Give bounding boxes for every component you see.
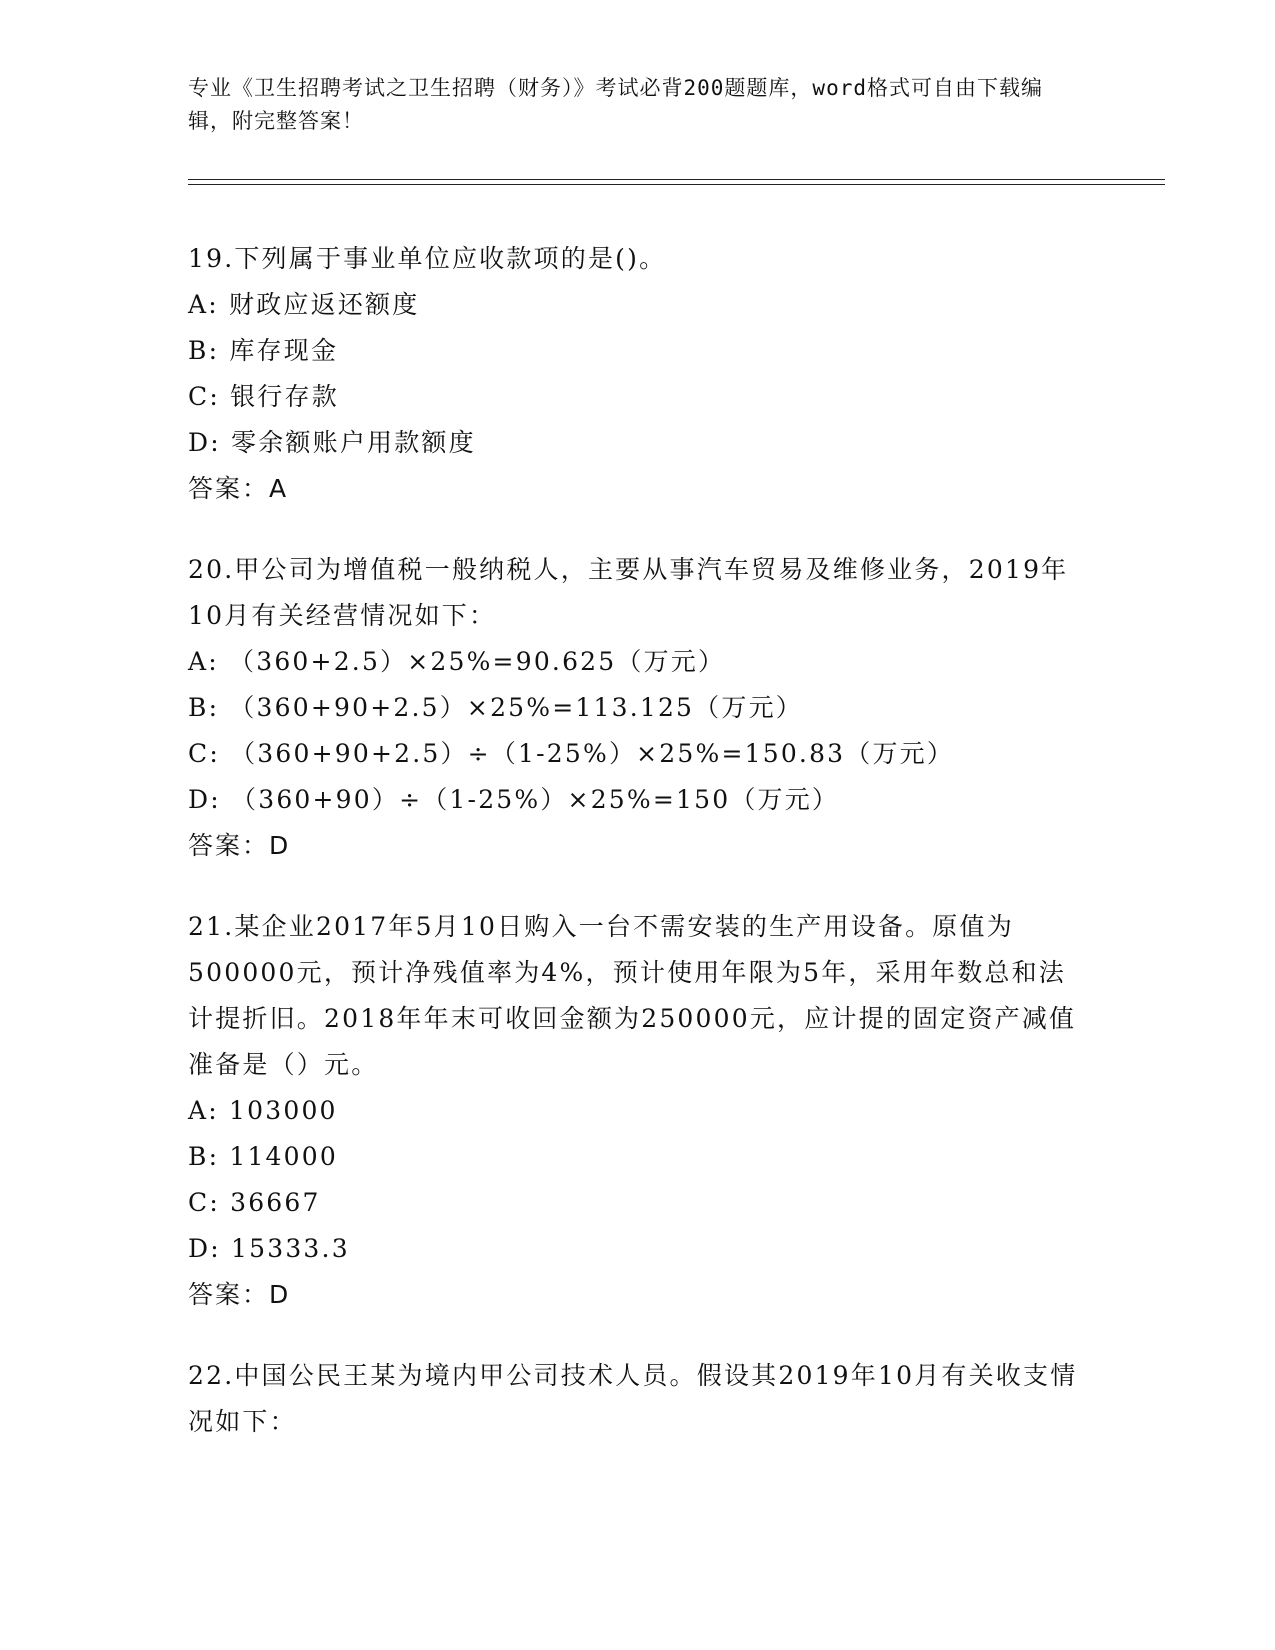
document-header: 专业《卫生招聘考试之卫生招聘（财务）》考试必背200题题库，word格式可自由下载编辑，附完整答案！ bbox=[188, 76, 1043, 133]
answer-line: 答案：A bbox=[188, 474, 289, 503]
option-b: B: （360+90+2.5）×25%=113.125（万元） bbox=[188, 693, 803, 722]
header-divider-bottom bbox=[188, 184, 1165, 185]
question-stem: 21.某企业2017年5月10日购入一台不需安装的生产用设备。原值为500000元，预计净残值率为4%，预计使用年限为5年，采用年数总和法计提折旧。2018年年末可收回金额为250000元，应计提的固定资产减值准备是（）元。 bbox=[188, 912, 1077, 1079]
question-22 bbox=[188, 1353, 1088, 1445]
option-d: D: 15333.3 bbox=[188, 1234, 350, 1263]
question-21 bbox=[188, 904, 1088, 1318]
option-d: D: （360+90）÷（1-25%）×25%=150（万元） bbox=[188, 785, 840, 814]
option-d: D: 零余额账户用款额度 bbox=[188, 428, 476, 457]
option-c: C: 银行存款 bbox=[188, 382, 339, 411]
option-c: C: （360+90+2.5）÷（1-25%）×25%=150.83（万元） bbox=[188, 739, 955, 768]
option-a: A: 财政应返还额度 bbox=[188, 290, 420, 319]
question-20 bbox=[188, 547, 1088, 869]
question-list bbox=[188, 236, 1088, 1480]
answer-line: 答案：D bbox=[188, 1280, 291, 1309]
question-stem: 19.下列属于事业单位应收款项的是()。 bbox=[188, 244, 667, 273]
header-divider-top bbox=[188, 179, 1165, 180]
option-a: A: （360+2.5）×25%=90.625（万元） bbox=[188, 647, 726, 676]
question-19 bbox=[188, 236, 1088, 512]
answer-line: 答案：D bbox=[188, 831, 291, 860]
question-stem: 20.甲公司为增值税一般纳税人，主要从事汽车贸易及维修业务，2019年10月有关经营情况如下： bbox=[188, 555, 1069, 630]
option-b: B: 114000 bbox=[188, 1142, 338, 1171]
option-a: A: 103000 bbox=[188, 1096, 338, 1125]
option-b: B: 库存现金 bbox=[188, 336, 339, 365]
question-stem: 22.中国公民王某为境内甲公司技术人员。假设其2019年10月有关收支情况如下： bbox=[188, 1361, 1078, 1436]
option-c: C: 36667 bbox=[188, 1188, 321, 1217]
